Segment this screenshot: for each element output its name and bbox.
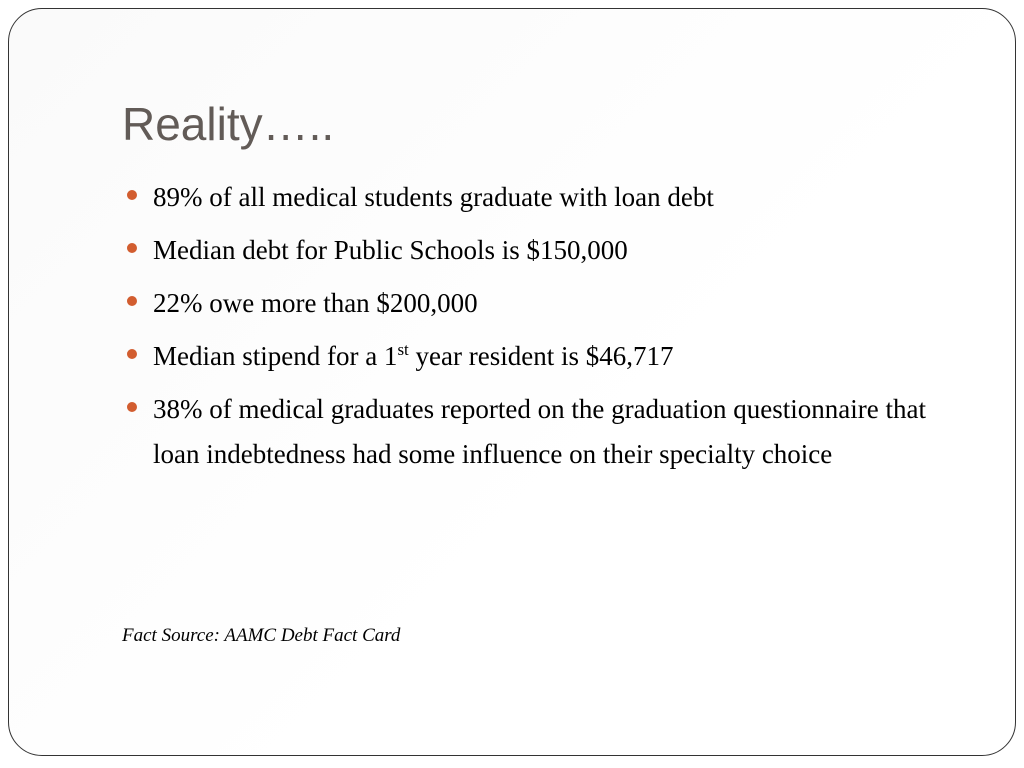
bullet-item	[127, 228, 957, 273]
bullet-dot-icon	[127, 190, 137, 200]
bullet-text-before: Median stipend for a 1	[153, 341, 398, 371]
bullet-item	[127, 281, 957, 326]
slide-title: Reality…..	[122, 98, 335, 150]
bullet-text-after: year resident is $46,717	[408, 341, 674, 371]
bullet-item	[127, 175, 957, 220]
bullet-dot-icon	[127, 296, 137, 306]
bullet-text: 22% owe more than $200,000	[153, 288, 478, 318]
bullet-text: 38% of medical graduates reported on the graduation questionnaire that loan indebtedness had some influence on their specialty choice	[153, 394, 926, 469]
bullet-item	[127, 387, 957, 477]
bullet-text: Median debt for Public Schools is $150,000	[153, 235, 628, 265]
bullet-dot-icon	[127, 349, 137, 359]
slide-frame	[8, 8, 1016, 756]
bullet-dot-icon	[127, 243, 137, 253]
bullet-item	[127, 334, 957, 379]
source-note: Fact Source: AAMC Debt Fact Card	[122, 625, 401, 646]
bullet-superscript: st	[397, 340, 409, 359]
bullet-text: 89% of all medical students graduate with loan debt	[153, 182, 714, 212]
bullet-list	[127, 175, 957, 485]
bullet-dot-icon	[127, 402, 137, 412]
